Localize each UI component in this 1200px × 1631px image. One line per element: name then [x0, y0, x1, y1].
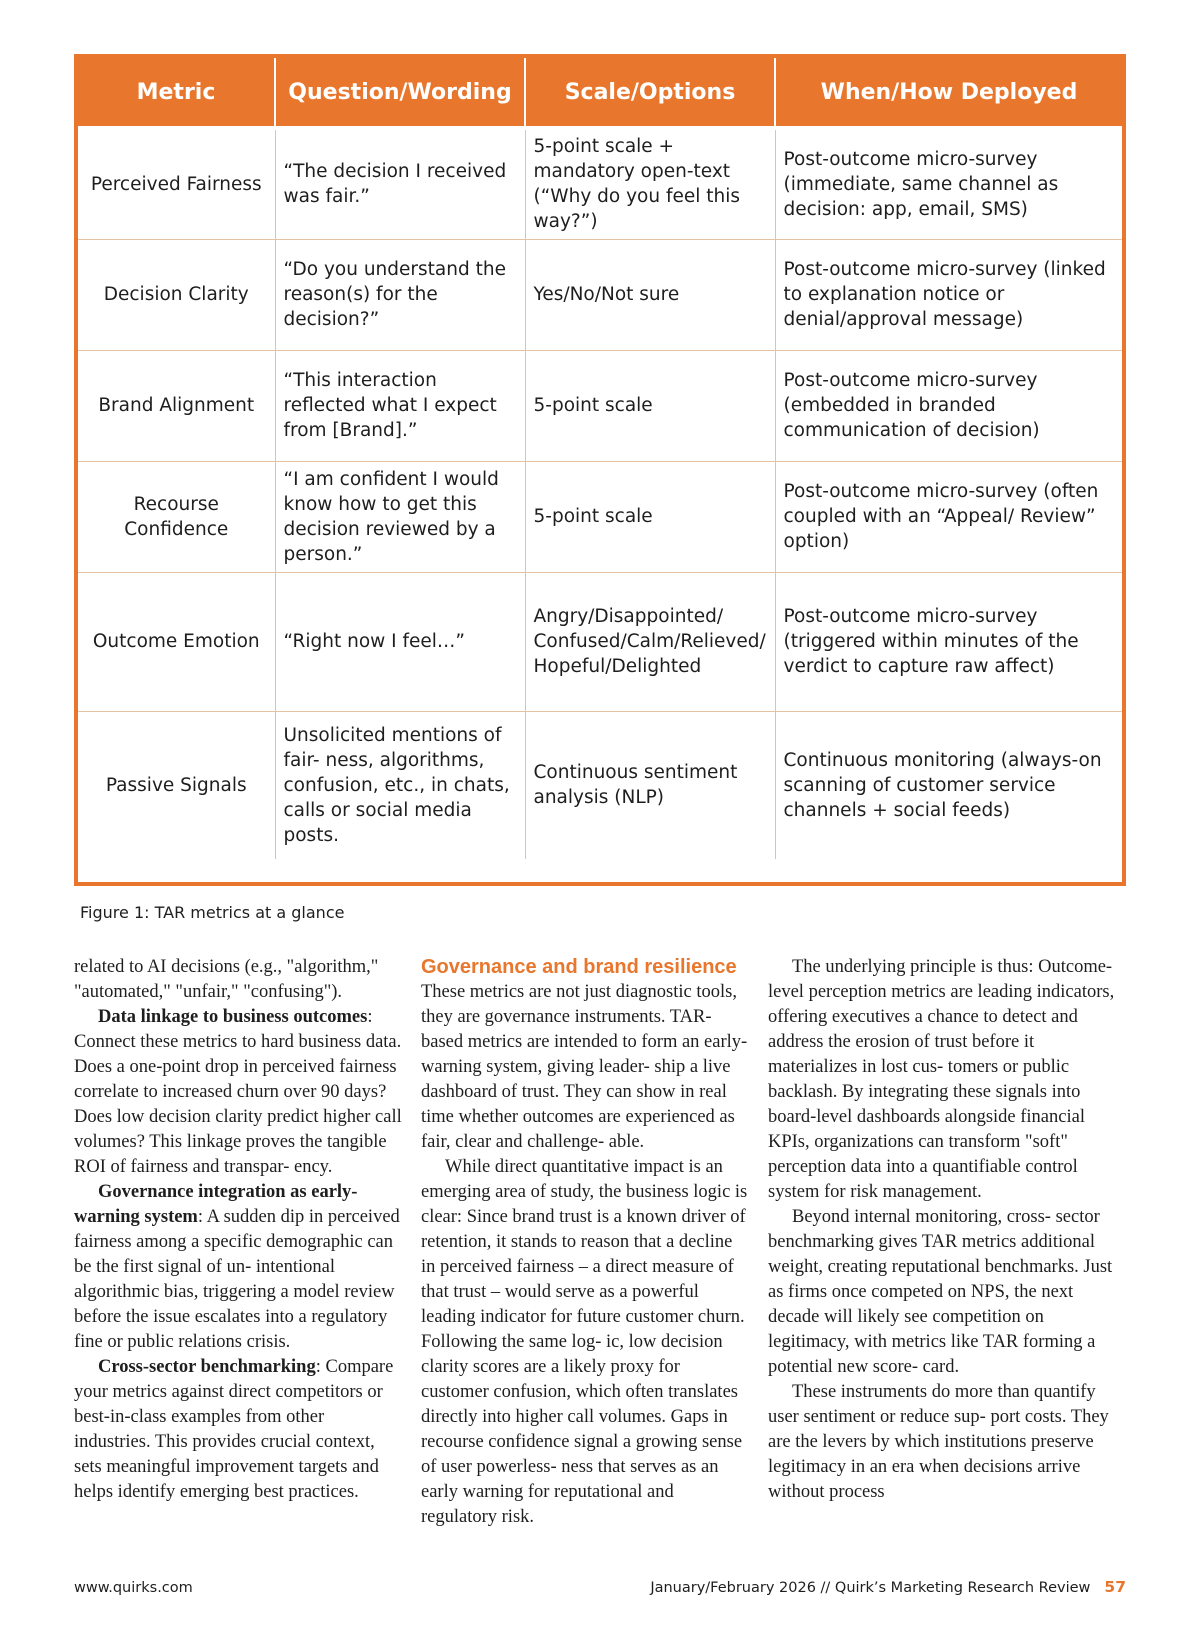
paragraph — [74, 1005, 404, 1180]
deployment-cell: Post-outcome micro-survey (triggered within minutes of the verdict to capture raw affect) — [775, 572, 1122, 711]
footer-website: www.quirks.com — [74, 1580, 193, 1596]
scale-cell: 5-point scale — [525, 350, 775, 461]
question-cell: “Right now I feel…” — [275, 572, 525, 711]
metric-cell: Decision Clarity — [78, 239, 275, 350]
metric-cell: Brand Alignment — [78, 350, 275, 461]
question-cell: Unsolicited mentions of fair- ness, algorithms, confusion, etc., in chats, calls or social media posts. — [275, 711, 525, 859]
deployment-cell: Post-outcome micro-survey (embedded in branded communication of decision) — [775, 350, 1122, 461]
deployment-cell: Post-outcome micro-survey (linked to explanation notice or denial/approval message) — [775, 239, 1122, 350]
article-column-left — [74, 955, 404, 1505]
tar-metrics-table — [74, 54, 1126, 886]
column-header: Question/Wording — [275, 58, 525, 128]
deployment-cell: Post-outcome micro-survey (often coupled with an “Appeal/ Review” option) — [775, 461, 1122, 572]
scale-cell: Angry/Disappointed/ Confused/Calm/Relieved/ Hopeful/Delighted — [525, 572, 775, 711]
table-row — [78, 572, 1122, 711]
article-column-right — [768, 955, 1120, 1505]
scale-cell: 5-point scale — [525, 461, 775, 572]
paragraph-text: : A sudden dip in perceived fairness among a specific demographic can be the first signal of un- intentional algorithmic bias, triggering a model review before the issue escalates into a regulatory fine or public relations crisis. — [74, 1207, 400, 1352]
deployment-cell: Post-outcome micro-survey (immediate, same channel as decision: app, email, SMS) — [775, 128, 1122, 239]
paragraph: Beyond internal monitoring, cross- sector benchmarking gives TAR metrics additional weight, creating reputational benchmarks. Just as firms once competed on NPS, the next decade will likely see competition on legitimacy, with metrics like TAR forming a potential new score- card. — [768, 1207, 1113, 1377]
scale-cell: Continuous sentiment analysis (NLP) — [525, 711, 775, 859]
question-cell: “This interaction reflected what I expect from [Brand].” — [275, 350, 525, 461]
deployment-cell: Continuous monitoring (always-on scanning of customer service channels + social feeds) — [775, 711, 1122, 859]
paragraph-text: : Compare your metrics against direct competitors or best-in-class examples from other industries. This provides crucial context, sets meaningful improvement targets and helps identify emerging best practices. — [74, 1357, 394, 1502]
paragraph: related to AI decisions (e.g., "algorithm," "automated," "unfair," "confusing"). — [74, 957, 379, 1002]
question-cell: “Do you understand the reason(s) for the decision?” — [275, 239, 525, 350]
paragraph-lead: Data linkage to business outcomes — [98, 1007, 368, 1027]
paragraph-text: : Connect these metrics to hard business data. Does a one-point drop in perceived fairness correlate to increased churn over 90 days? Does low decision clarity predict higher call volumes? This linkage proves the tangible ROI of fairness and transpar- ency. — [74, 1007, 402, 1177]
paragraph: The underlying principle is thus: Outcome-level perception metrics are leading indicators, offering executives a chance to detect and address the erosion of trust before it materializes in lost cus- tomers or public backlash. By integrating these signals into board-level dashboards alongside financial KPIs, organizations can transform "soft" perception data into a quantifiable control system for risk management. — [768, 957, 1115, 1202]
table-row — [78, 239, 1122, 350]
column-header: Metric — [78, 58, 275, 128]
table-row — [78, 128, 1122, 239]
table-row — [78, 711, 1122, 859]
table-header-row — [78, 58, 1122, 128]
paragraph: While direct quantitative impact is an emerging area of study, the business logic is clear: Since brand trust is a known driver of retention, it stands to reason that a decline in perceived fairness – a direct measure of that trust – would serve as a powerful leading indicator for future customer churn. Following the same log- ic, low decision clarity scores are a likely proxy for customer confusion, which often translates directly into higher call volumes. Gaps in recourse confidence signal a growing sense of user powerless- ness that serves as an early warning for reputational and regulatory risk. — [421, 1157, 748, 1527]
scale-cell: Yes/No/Not sure — [525, 239, 775, 350]
metric-cell: Recourse Confidence — [78, 461, 275, 572]
footer-issue: January/February 2026 // Quirk’s Marketing Research Review — [650, 1580, 1091, 1596]
paragraph: These instruments do more than quantify user sentiment or reduce sup- port costs. They are the levers by which institutions preserve legitimacy in an era when decisions arrive without process — [768, 1382, 1109, 1502]
table-row — [78, 461, 1122, 572]
paragraph — [74, 1180, 404, 1355]
metric-cell: Outcome Emotion — [78, 572, 275, 711]
paragraph-lead: Governance integration as early- warning system — [74, 1182, 358, 1227]
scale-cell: 5-point scale + mandatory open-text (“Why do you feel this way?”) — [525, 128, 775, 239]
paragraph-lead: Cross-sector benchmarking — [98, 1357, 316, 1377]
figure-caption: Figure 1: TAR metrics at a glance — [80, 903, 345, 922]
table-row — [78, 350, 1122, 461]
question-cell: “I am confident I would know how to get this decision reviewed by a person.” — [275, 461, 525, 572]
column-header: Scale/Options — [525, 58, 775, 128]
metric-cell: Perceived Fairness — [78, 128, 275, 239]
metric-cell: Passive Signals — [78, 711, 275, 859]
footer-info — [650, 1578, 1126, 1596]
section-heading: Governance and brand resilience — [421, 956, 737, 978]
column-header: When/How Deployed — [775, 58, 1122, 128]
paragraph: These metrics are not just diagnostic tools, they are governance instruments. TAR-based metrics are intended to form an early-warning system, giving leader- ship a live dashboard of trust. They can show in real time whether outcomes are experienced as fair, clear and challenge- able. — [421, 982, 748, 1152]
page-number: 57 — [1104, 1578, 1126, 1596]
paragraph — [74, 1355, 404, 1505]
article-column-middle — [421, 955, 751, 1530]
question-cell: “The decision I received was fair.” — [275, 128, 525, 239]
